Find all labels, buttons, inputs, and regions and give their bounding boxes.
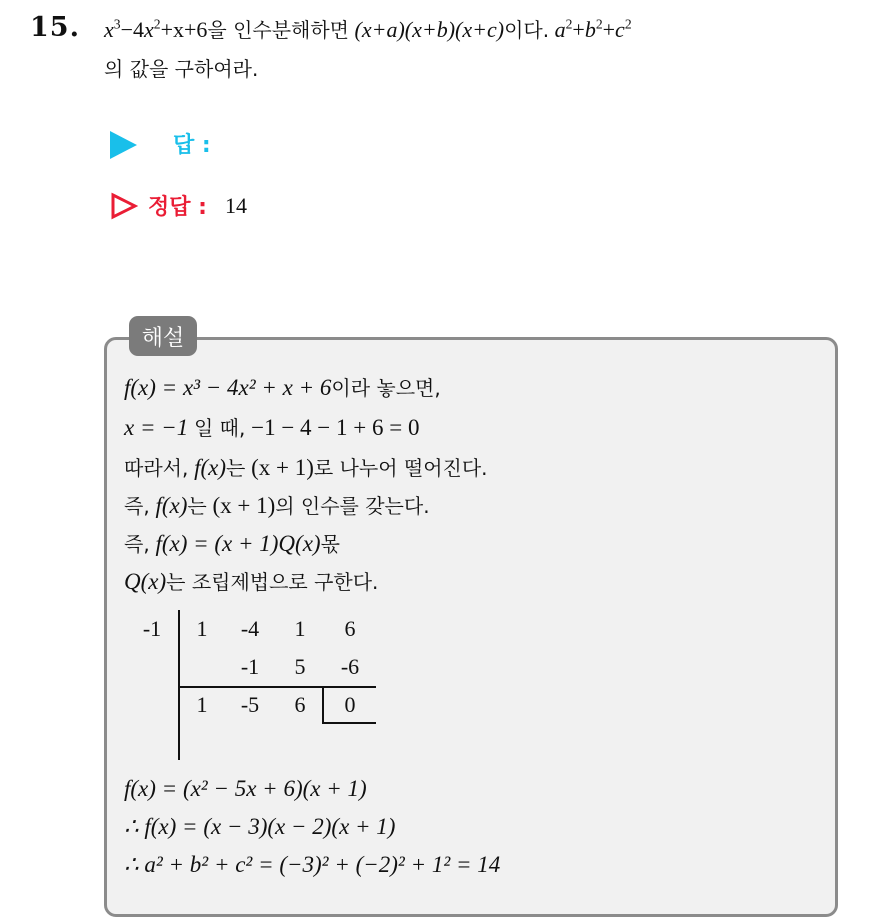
solution-line-6: Q(x)는 조립제법으로 구한다.	[124, 569, 379, 594]
solution-final-line-2: ∴ f(x) = (x − 3)(x − 2)(x + 1)	[124, 814, 396, 839]
outline-triangle-icon	[110, 192, 138, 220]
solution-final-line-3: ∴ a² + b² + c² = (−3)² + (−2)² + 1² = 14	[124, 852, 501, 877]
correct-answer-label: 정답 :	[148, 195, 207, 220]
syn-r3-c1: 1	[196, 692, 208, 717]
syn-r1-c1: 1	[196, 616, 208, 641]
question-text-line2: 의 값을 구하여라.	[104, 57, 259, 81]
solution-line-1: f(x) = x³ − 4x² + x + 6이라 놓으면,	[124, 375, 441, 400]
solution-final-line-1: f(x) = (x² − 5x + 6)(x + 1)	[124, 776, 367, 801]
answer-label: 답 :	[173, 133, 211, 158]
correct-answer-value: 14	[224, 192, 247, 218]
solution-line-4: 즉, f(x)는 (x + 1)의 인수를 갖는다.	[124, 493, 430, 518]
solution-line-5: 즉, f(x) = (x + 1)Q(x)몫	[124, 531, 340, 556]
syn-r1-c3: 1	[294, 616, 306, 641]
correct-answer-row	[110, 190, 247, 221]
syn-r2-c2: -1	[240, 654, 260, 679]
syn-r1-c2: -4	[240, 616, 260, 641]
syn-r3-c4: 0	[344, 692, 356, 717]
play-triangle-icon	[110, 131, 137, 159]
syn-r2-c3: 5	[294, 654, 306, 679]
syn-r1-c4: 6	[344, 616, 356, 641]
question-text-line1: $x^3-4x^2+x+6$을 인수분해하면 (x+a)(x+b)(x+c)이다. $a^2+b^2+c^2$	[104, 16, 632, 42]
remainder-box-bottom	[322, 722, 376, 724]
syn-divider-vertical	[178, 610, 180, 760]
syn-divider-horizontal	[178, 686, 376, 688]
question-number: 15.	[30, 12, 80, 43]
answer-input-row[interactable]	[110, 128, 211, 159]
remainder-box-left	[322, 686, 324, 724]
syn-r3-c2: -5	[240, 692, 260, 717]
syn-r3-c3: 6	[294, 692, 306, 717]
syn-r2-c4: -6	[340, 654, 360, 679]
solution-line-3: 따라서, f(x)는 (x + 1)로 나누어 떨어진다.	[124, 455, 488, 480]
solution-line-2: x = −1 일 때, −1 − 4 − 1 + 6 = 0	[124, 415, 420, 440]
divisor: -1	[142, 616, 162, 641]
solution-tab: 해설	[129, 316, 197, 356]
